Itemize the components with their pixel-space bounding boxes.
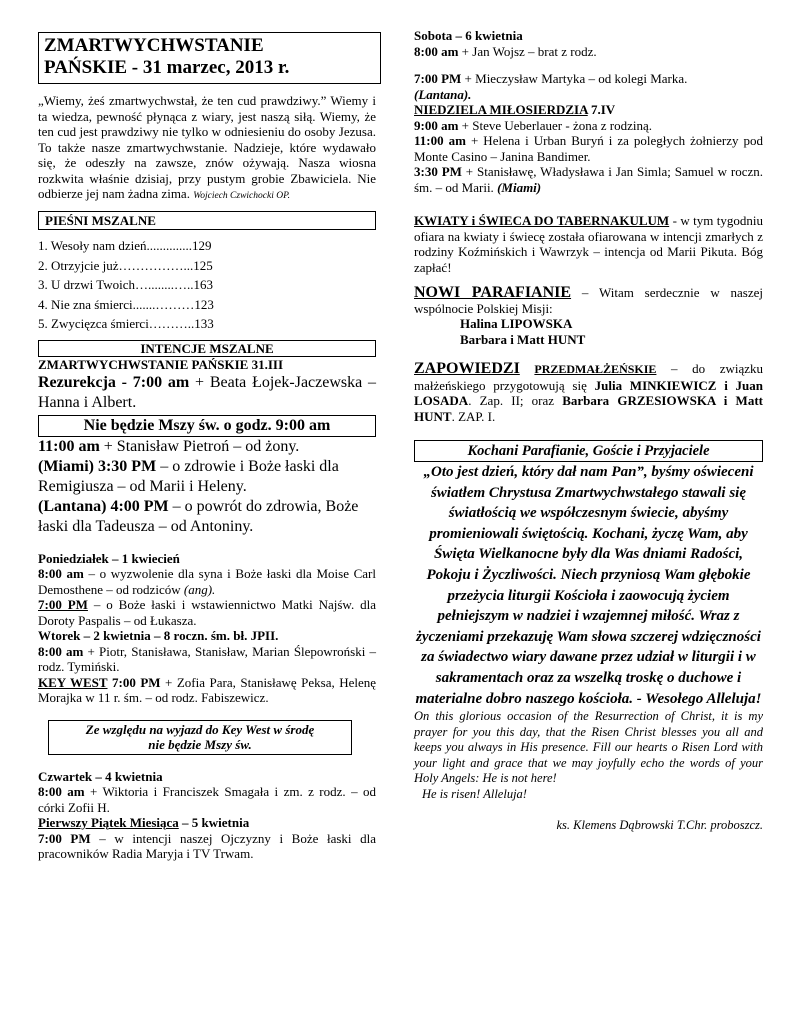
saturday-8-text: + Jan Wojsz – brat z rodz. bbox=[461, 43, 597, 59]
tuesday-8-text: + Piotr, Stanisława, Stanisław, Marian Ślepowroński – rodz. Tymiński. bbox=[38, 643, 377, 674]
no-mass-9-box bbox=[38, 415, 376, 437]
tuesday-heading: Wtorek – 2 kwietnia – 8 roczn. śm. bł. JPII. bbox=[38, 628, 279, 643]
banns-text-c: . ZAP. I. bbox=[451, 408, 496, 424]
thursday-8-text: + Wiktoria i Franciszek Smagała i zm. z rodz. – od córki Zofii H. bbox=[38, 784, 376, 815]
monday-8-lang: (ang). bbox=[183, 581, 216, 597]
no-mass-9: Nie będzie Mszy św. o godz. 9:00 am bbox=[83, 416, 331, 434]
saturday-7-entry bbox=[414, 71, 763, 102]
monday-7-text: – o Boże łaski i wstawiennictwo Matki Najśw. dla Doroty Paspalis – od Łukasza. bbox=[38, 597, 376, 628]
right-column bbox=[414, 28, 763, 834]
songs-header: PIEŚNI MSZALNE bbox=[45, 212, 156, 228]
songs-list bbox=[38, 236, 376, 334]
rezurekcja-label: Rezurekcja - 7:00 am bbox=[38, 373, 190, 391]
thursday-heading: Czwartek – 4 kwietnia bbox=[38, 768, 163, 784]
mass-11-label: 11:00 am bbox=[38, 437, 100, 455]
mass-11-entry bbox=[38, 437, 376, 457]
banns-heading-a: ZAPOWIEDZI bbox=[414, 360, 520, 377]
tuesday-8-label: 8:00 am bbox=[38, 643, 84, 659]
banns-text-b: . Zap. II; oraz bbox=[468, 393, 555, 408]
saturday-7-loc: (Lantana). bbox=[414, 86, 472, 102]
saturday-heading: Sobota – 6 kwietnia bbox=[414, 28, 523, 43]
sunday-heading-a: NIEDZIELA MIŁOSIERDZIA bbox=[414, 102, 588, 117]
sunday-11-label: 11:00 am bbox=[414, 133, 466, 148]
keywest-label: KEY WEST bbox=[38, 674, 108, 690]
keywest-time: 7:00 PM bbox=[112, 674, 161, 690]
sunday-330-loc: (Miami) bbox=[497, 179, 542, 195]
monday-7-label: 7:00 PM bbox=[38, 597, 88, 612]
flowers-text: - w tym tygodniu ofiara na kwiaty i świecę została ofiarowana w intencji zmarłych z rodziny Koźmińskich i Wawrzyk – intencja od Marii Pikuta. Bóg zapłać! bbox=[414, 213, 764, 275]
mass-11-text: + Stanisław Pietroń – od żony. bbox=[103, 437, 300, 455]
sunday-9-label: 9:00 am bbox=[414, 117, 459, 133]
monday-7-entry bbox=[38, 597, 376, 628]
rezurekcja-entry bbox=[38, 373, 376, 413]
song-item: 5. Zwycięzca śmierci………..133 bbox=[38, 316, 214, 331]
banns-text-a: – do związku małżeńskiego przygotowują się bbox=[414, 361, 764, 393]
sunday-330-entry bbox=[414, 164, 763, 195]
greeting-english: On this glorious occasion of the Resurrection of Christ, it is my prayer for you this day, that the Risen Christ blesses you all and keeps you always in His presence. Fill our hearts o Risen Lord with your light and grace that we may joyfully echo the words of your Holy Angels: He is not here! bbox=[414, 709, 763, 786]
songs-header-box bbox=[38, 211, 376, 231]
easter-heading: ZMARTWYCHWSTANIE PAŃSKIE 31.III bbox=[38, 357, 284, 372]
intentions-header-box bbox=[38, 340, 376, 358]
intro-paragraph bbox=[38, 93, 376, 205]
page-title-line1: ZMARTWYCHWSTANIE bbox=[44, 35, 264, 56]
friday-7-text: – w intencji naszej Ojczyzny i Boże łaski dla pracowników Radia Maryja i TV Trwam. bbox=[38, 830, 377, 861]
keywest-entry bbox=[38, 675, 376, 706]
saturday-7-label: 7:00 PM bbox=[414, 71, 462, 86]
notice-line1: Ze względu na wyjazd do Key West w środę bbox=[85, 721, 315, 737]
page-title-line2: PAŃSKIE - 31 marzec, 2013 r. bbox=[44, 57, 290, 78]
signature: ks. Klemens Dąbrowski T.Chr. proboszcz. bbox=[556, 818, 763, 833]
tuesday-8-entry bbox=[38, 644, 376, 675]
banns-couple2: Barbara GRZESIOWSKA i Matt HUNT bbox=[414, 393, 763, 424]
sunday-330-label: 3:30 PM bbox=[414, 164, 462, 179]
left-column bbox=[38, 0, 376, 862]
intentions-header: INTENCJE MSZALNE bbox=[140, 340, 274, 356]
song-item: 4. Nie zna śmierci.......………123 bbox=[38, 296, 214, 312]
notice-line2: nie będzie Mszy św. bbox=[148, 737, 252, 752]
rezurekcja-text: + Beata Łojek-Jaczewska – Hanna i Albert. bbox=[38, 373, 377, 411]
lantana-entry bbox=[38, 497, 376, 537]
thursday-8-entry bbox=[38, 784, 376, 815]
banns-entry bbox=[414, 361, 763, 424]
sunday-11-text: + Helena i Urban Buryń i za poległych żołnierzy pod Monte Casino – Janina Bandimer. bbox=[414, 133, 764, 164]
flowers-entry bbox=[414, 213, 763, 275]
greeting-english-last: He is risen! Alleluja! bbox=[422, 786, 527, 801]
friday-7-label: 7:00 PM bbox=[38, 830, 91, 846]
saturday-8-entry bbox=[414, 44, 763, 60]
song-item: 3. U drzwi Twoich…........…..163 bbox=[38, 277, 214, 292]
banns-heading-b: PRZEDMAŁŻEŃSKIE bbox=[534, 362, 657, 376]
sunday-330-text: + Stanisławę, Władysława i Jan Simla; Samuel w roczn. śm. – od Marii. bbox=[414, 164, 764, 195]
friday-heading-a: Pierwszy Piątek Miesiąca bbox=[38, 815, 179, 830]
miami-entry bbox=[38, 457, 376, 497]
greeting-header-box bbox=[414, 440, 763, 462]
banns-couple1: Julia MINKIEWICZ i Juan LOSADA bbox=[414, 377, 764, 408]
monday-8-entry bbox=[38, 566, 376, 597]
sunday-heading bbox=[414, 102, 763, 118]
friday-7-entry bbox=[38, 831, 376, 862]
lantana-text: – o powrót do zdrowia, Boże łaski dla Tadeusza – od Antoniny. bbox=[38, 497, 359, 535]
saturday-8-label: 8:00 am bbox=[414, 43, 459, 59]
new-member: Barbara i Matt HUNT bbox=[460, 331, 586, 347]
sunday-11-entry bbox=[414, 133, 763, 164]
keywest-text: + Zofia Para, Stanisławę Peksa, Helenę Morajka w 11 r. śm. – od rodz. Fabiszewicz. bbox=[38, 674, 377, 705]
new-parishioners-entry bbox=[414, 285, 763, 316]
flowers-heading: KWIATY i ŚWIECA DO TABERNAKULUM bbox=[414, 213, 670, 228]
monday-heading: Poniedziałek – 1 kwiecień bbox=[38, 550, 180, 566]
intro-author: Wojciech Czwichocki OP. bbox=[193, 191, 291, 201]
friday-heading-b: – 5 kwietnia bbox=[182, 815, 250, 830]
song-item: 2. Otrzyjcie już……………...125 bbox=[38, 257, 213, 273]
page-title-box bbox=[38, 32, 381, 84]
lantana-label: (Lantana) 4:00 PM bbox=[38, 497, 169, 515]
intro-text: „Wiemy, żeś zmartwychwstał, że ten cud prawdziwy.” Wiemy i ta wiedza, pewność płynąca z wiary, jest naszą siłą. Wiemy, że ten cud jest prawdziwy nie tylko w odniesieniu do osoby Jezusa. To także nasze zmartwychwstanie. Nadzieje, które wydawało się, że odeszły na zawsze, znów ożywają. Nasza wiosna rozkwita właśnie dzisiaj, przy pustym grobie Zbawiciela. Nie odbierze jej nam żadna zima. bbox=[38, 93, 376, 201]
saturday-7-text: + Mieczysław Martyka – od kolegi Marka. bbox=[464, 71, 688, 86]
monday-8-label: 8:00 am bbox=[38, 566, 84, 581]
sunday-9-text: + Steve Ueberlauer - żona z rodziną. bbox=[461, 117, 652, 133]
new-text: – Witam serdecznie w naszej wspólnocie Polskiej Misji: bbox=[414, 285, 764, 316]
sunday-heading-b: 7.IV bbox=[591, 102, 616, 117]
monday-8-text: – o wyzwolenie dla syna i Boże łaski dla Moise Carl Demosthene – od rodziców bbox=[38, 566, 376, 597]
greeting-polish: „Oto jest dzień, który dał nam Pan”, byśmy oświeceni światłem Chrystusa Zmartwychwstałego stawali się światłością we współczesnym świecie, abyśmy promieniowali świętością. Kochani, życzę Wam, aby Święta Wielkanocne były dla Was dniami Radości, Pokoju i Życzliwości. Niech przyniosą Wam głębokie przeżycia liturgii Kościoła i zaowocują życiem pełniejszym w nadziei i wzajemnej miłość. Wraz z życzeniami przekazuję Wam słowa szczerej wdzięczności za świadectwo wiary dawane przez udział w liturgii i w sakramentach oraz za wszelką troskę o duchowe i materialne dobro naszego kościoła. - Wesołego Alleluja! bbox=[415, 464, 762, 707]
thursday-8-label: 8:00 am bbox=[38, 784, 85, 799]
new-heading: NOWI PARAFIANIE bbox=[414, 284, 572, 301]
miami-text: – o zdrowie i Boże łaski dla Remigiusza – od Marii i Heleny. bbox=[38, 457, 339, 495]
notice-box bbox=[48, 720, 352, 755]
song-item: 1. Wesoły nam dzień..............129 bbox=[38, 238, 212, 253]
new-member: Halina LIPOWSKA bbox=[460, 316, 573, 331]
greeting-header: Kochani Parafianie, Goście i Przyjaciele bbox=[467, 443, 710, 459]
miami-label: (Miami) 3:30 PM bbox=[38, 457, 157, 475]
friday-heading bbox=[38, 815, 376, 831]
sunday-9-entry bbox=[414, 118, 763, 134]
